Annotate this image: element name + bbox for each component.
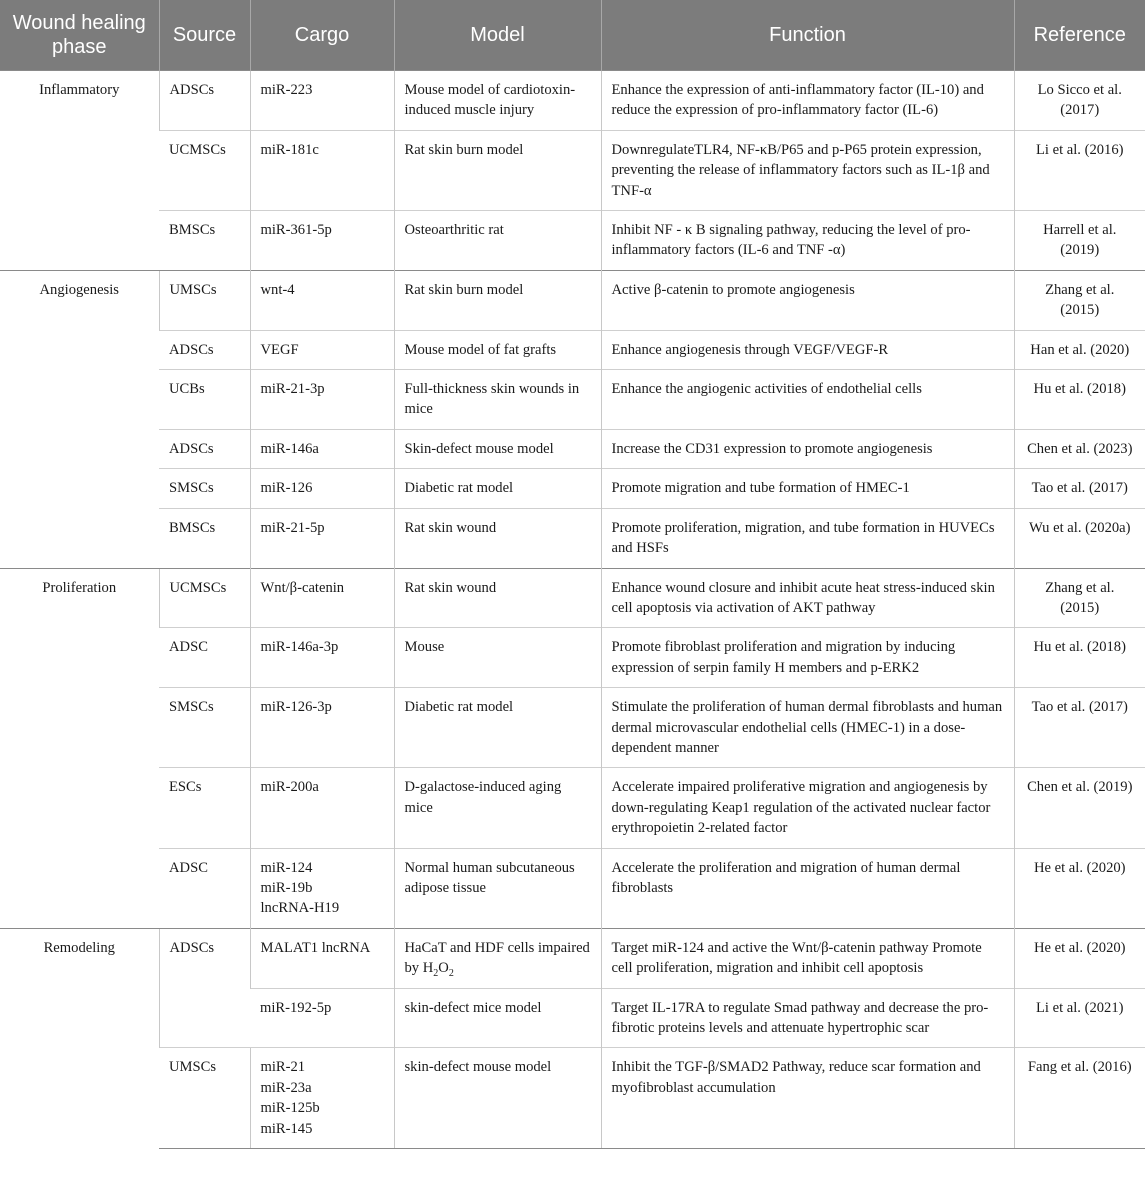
table-row — [0, 469, 1145, 508]
model-cell: Rat skin wound — [394, 508, 601, 568]
cargo-cell — [250, 1048, 394, 1149]
source-cell: ADSCs — [159, 928, 250, 1048]
cargo-item: miR-145 — [260, 1120, 313, 1137]
function-cell: Stimulate the proliferation of human dermal fibroblasts and human dermal microvascular endothelial cells (HMEC-1) in a dose-dependent manner — [601, 688, 1014, 768]
cargo-item: miR-124 — [260, 859, 313, 876]
cargo-item: miR-192-5p — [260, 999, 332, 1016]
table-row — [0, 130, 1145, 210]
header-cargo: Cargo — [250, 0, 394, 71]
function-cell: Inhibit NF - κ B signaling pathway, reducing the level of pro-inflammatory factors (IL-6 and TNF -α) — [601, 211, 1014, 271]
reference-cell: Han et al. (2020) — [1014, 330, 1145, 369]
cargo-cell — [250, 928, 394, 988]
reference-cell: He et al. (2020) — [1014, 848, 1145, 928]
cargo-cell — [250, 768, 394, 848]
function-cell: DownregulateTLR4, NF-κB/P65 and p-P65 protein expression, preventing the release of inflammatory factors such as IL-1β and TNF-α — [601, 130, 1014, 210]
header-source: Source — [159, 0, 250, 71]
reference-cell: Hu et al. (2018) — [1014, 628, 1145, 688]
table-row — [0, 370, 1145, 430]
cargo-cell — [250, 988, 394, 1048]
source-cell: UCBs — [159, 370, 250, 430]
source-cell: BMSCs — [159, 211, 250, 271]
function-cell: Enhance wound closure and inhibit acute heat stress-induced skin cell apoptosis via activation of AKT pathway — [601, 568, 1014, 628]
model-cell: Mouse model of fat grafts — [394, 330, 601, 369]
table-row — [0, 688, 1145, 768]
cargo-item: wnt-4 — [260, 281, 295, 298]
reference-cell: Wu et al. (2020a) — [1014, 508, 1145, 568]
table-row — [0, 628, 1145, 688]
cargo-item: miR-146a-3p — [260, 639, 339, 656]
reference-cell: Li et al. (2021) — [1014, 988, 1145, 1048]
source-cell: UMSCs — [159, 1048, 250, 1149]
reference-cell: Chen et al. (2023) — [1014, 429, 1145, 468]
cargo-item: Wnt/β-catenin — [260, 579, 345, 596]
cargo-cell — [250, 848, 394, 928]
source-cell: UMSCs — [159, 270, 250, 330]
function-cell: Accelerate the proliferation and migration of human dermal fibroblasts — [601, 848, 1014, 928]
phase-cell: Remodeling — [0, 928, 159, 1148]
function-cell: Active β-catenin to promote angiogenesis — [601, 270, 1014, 330]
cargo-item: miR-361-5p — [260, 222, 332, 239]
model-cell: Diabetic rat model — [394, 469, 601, 508]
header-row — [0, 0, 1145, 71]
model-cell: Osteoarthritic rat — [394, 211, 601, 271]
source-cell: ADSC — [159, 848, 250, 928]
function-cell: Target IL-17RA to regulate Smad pathway and decrease the pro-fibrotic proteins levels and attenuate hypertrophic scar — [601, 988, 1014, 1048]
reference-cell: Tao et al. (2017) — [1014, 469, 1145, 508]
cargo-item: miR-146a — [260, 440, 319, 457]
source-cell: SMSCs — [159, 469, 250, 508]
model-cell: Skin-defect mouse model — [394, 429, 601, 468]
function-cell: Promote proliferation, migration, and tube formation in HUVECs and HSFs — [601, 508, 1014, 568]
cargo-cell — [250, 628, 394, 688]
function-cell: Accelerate impaired proliferative migration and angiogenesis by down-regulating Keap1 regulation of the activated nuclear factor erythropoietin 2-related factor — [601, 768, 1014, 848]
table-row — [0, 568, 1145, 628]
cargo-item: MALAT1 lncRNA — [260, 939, 371, 956]
source-cell: BMSCs — [159, 508, 250, 568]
source-cell: UCMSCs — [159, 130, 250, 210]
cargo-item: miR-19b — [260, 879, 313, 896]
model-cell: Mouse — [394, 628, 601, 688]
cargo-cell — [250, 211, 394, 271]
header-reference: Reference — [1014, 0, 1145, 71]
cargo-cell — [250, 469, 394, 508]
model-cell: Rat skin burn model — [394, 270, 601, 330]
cargo-item: miR-21-3p — [260, 381, 325, 398]
function-cell: Inhibit the TGF-β/SMAD2 Pathway, reduce scar formation and myofibroblast accumulation — [601, 1048, 1014, 1149]
subscript: 2 — [448, 968, 454, 980]
phase-cell: Inflammatory — [0, 71, 159, 271]
source-cell: ESCs — [159, 768, 250, 848]
header-function: Function — [601, 0, 1014, 71]
table-row — [0, 768, 1145, 848]
model-cell: skin-defect mouse model — [394, 1048, 601, 1149]
cargo-item: miR-21-5p — [260, 519, 325, 536]
table-row — [0, 848, 1145, 928]
cargo-cell — [250, 370, 394, 430]
header-phase: Wound healing phase — [0, 0, 159, 71]
function-cell: Enhance the expression of anti-inflammatory factor (IL-10) and reduce the expression of pro-inflammatory factor (IL-6) — [601, 71, 1014, 131]
model-cell: Mouse model of cardiotoxin-induced muscle injury — [394, 71, 601, 131]
function-cell: Enhance angiogenesis through VEGF/VEGF-R — [601, 330, 1014, 369]
cargo-item: miR-23a — [260, 1079, 312, 1096]
reference-cell: Tao et al. (2017) — [1014, 688, 1145, 768]
source-cell: ADSCs — [159, 429, 250, 468]
cargo-item: miR-223 — [260, 82, 313, 98]
reference-cell: Harrell et al. (2019) — [1014, 211, 1145, 271]
table-row — [0, 928, 1145, 988]
reference-cell: Zhang et al. (2015) — [1014, 568, 1145, 628]
phase-cell: Angiogenesis — [0, 270, 159, 568]
model-text: HaCaT and HDF cells impaired by H — [404, 939, 590, 977]
cargo-item: lncRNA-H19 — [260, 900, 340, 917]
table-row — [0, 270, 1145, 330]
model-text: O — [438, 960, 449, 977]
model-cell: Normal human subcutaneous adipose tissue — [394, 848, 601, 928]
table-row — [0, 508, 1145, 568]
table-row — [0, 330, 1145, 369]
table-row — [0, 429, 1145, 468]
function-cell: Promote migration and tube formation of HMEC-1 — [601, 469, 1014, 508]
cargo-cell — [250, 270, 394, 330]
cargo-cell — [250, 429, 394, 468]
reference-cell: Li et al. (2016) — [1014, 130, 1145, 210]
phase-cell: Proliferation — [0, 568, 159, 928]
source-cell: ADSCs — [159, 330, 250, 369]
cargo-item: miR-181c — [260, 141, 319, 158]
cargo-cell — [250, 508, 394, 568]
source-cell: UCMSCs — [159, 568, 250, 628]
function-cell: Target miR-124 and active the Wnt/β-catenin pathway Promote cell proliferation, migration and inhibit cell apoptosis — [601, 928, 1014, 988]
cargo-cell — [250, 71, 394, 131]
model-cell: Rat skin wound — [394, 568, 601, 628]
function-cell: Increase the CD31 expression to promote angiogenesis — [601, 429, 1014, 468]
reference-cell: Hu et al. (2018) — [1014, 370, 1145, 430]
cargo-cell — [250, 330, 394, 369]
cargo-cell — [250, 130, 394, 210]
source-cell: ADSCs — [159, 71, 250, 131]
function-cell: Enhance the angiogenic activities of endothelial cells — [601, 370, 1014, 430]
model-cell: Diabetic rat model — [394, 688, 601, 768]
table-row — [0, 71, 1145, 131]
function-cell: Promote fibroblast proliferation and migration by inducing expression of serpin family H members and p-ERK2 — [601, 628, 1014, 688]
reference-cell: Lo Sicco et al. (2017) — [1014, 71, 1145, 131]
cargo-item: miR-125b — [260, 1100, 320, 1117]
model-cell: skin-defect mice model — [394, 988, 601, 1048]
cargo-cell — [250, 568, 394, 628]
cargo-item: miR-126 — [260, 480, 313, 497]
reference-cell: He et al. (2020) — [1014, 928, 1145, 988]
reference-cell: Fang et al. (2016) — [1014, 1048, 1145, 1149]
source-cell: SMSCs — [159, 688, 250, 768]
model-cell: D-galactose-induced aging mice — [394, 768, 601, 848]
model-cell — [394, 928, 601, 988]
cargo-item: miR-200a — [260, 779, 319, 796]
reference-cell: Zhang et al. (2015) — [1014, 270, 1145, 330]
table-row — [0, 211, 1145, 271]
cargo-item: miR-126-3p — [260, 699, 332, 716]
cargo-item: miR-21 — [260, 1059, 306, 1076]
model-cell: Full-thickness skin wounds in mice — [394, 370, 601, 430]
model-cell: Rat skin burn model — [394, 130, 601, 210]
cargo-cell — [250, 688, 394, 768]
source-cell: ADSC — [159, 628, 250, 688]
cargo-item: VEGF — [260, 341, 299, 358]
subscript: 2 — [433, 968, 439, 980]
reference-cell: Chen et al. (2019) — [1014, 768, 1145, 848]
header-model: Model — [394, 0, 601, 71]
table-row — [0, 1048, 1145, 1149]
